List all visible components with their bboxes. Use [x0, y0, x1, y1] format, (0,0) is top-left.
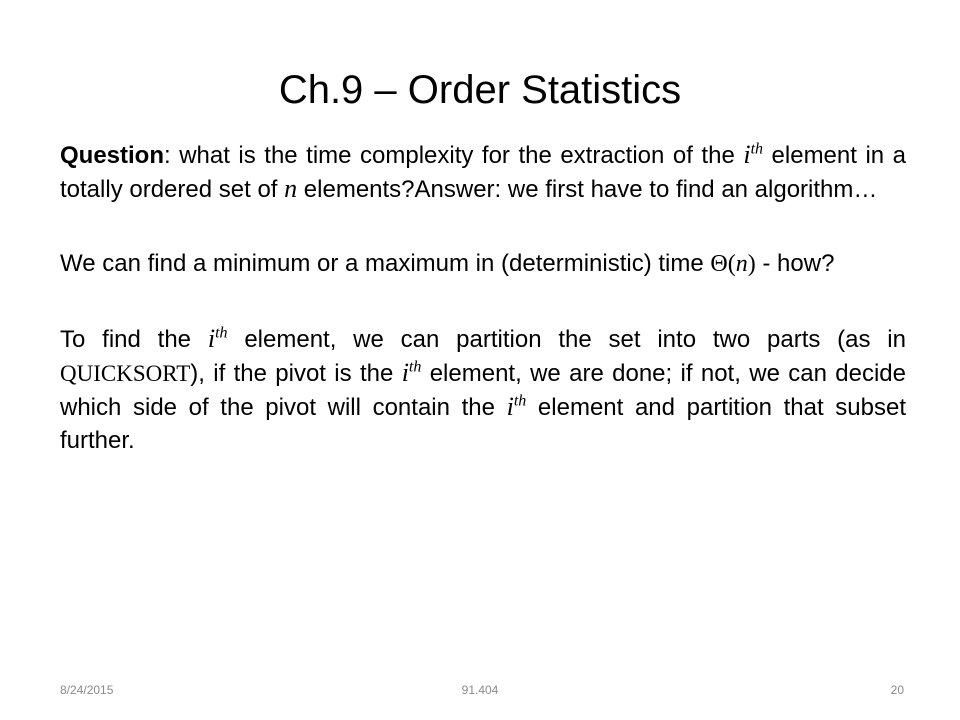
slide-body: [60, 138, 906, 457]
var-i: i: [401, 358, 409, 387]
minmax-paragraph: [60, 247, 906, 281]
ith-symbol: [507, 392, 527, 421]
ith-symbol: [208, 324, 228, 353]
text: - how?: [755, 250, 835, 277]
question-paragraph: [60, 138, 906, 206]
superscript-th: th: [408, 358, 422, 376]
footer-date: 8/24/2015: [60, 683, 114, 697]
var-n: n: [284, 174, 298, 203]
text: element and partition that subset further.: [60, 394, 907, 454]
slide-title: Ch.9 – Order Statistics: [278, 68, 682, 112]
text: ), if the pivot is the: [190, 360, 402, 387]
theta-n-expression: [710, 251, 755, 277]
partition-paragraph: [60, 322, 906, 457]
quicksort-name: QUICKSORT: [60, 361, 191, 386]
footer-course: 91.404: [461, 683, 499, 697]
var-i: i: [207, 324, 216, 353]
text: We can find a minimum or a maximum in (deterministic) time: [60, 250, 711, 277]
footer-page-number: 20: [890, 683, 904, 697]
superscript-th: th: [750, 140, 764, 158]
var-n: n: [735, 251, 748, 277]
theta-open: Θ(: [710, 251, 736, 277]
ith-symbol: [743, 140, 763, 169]
paren-close: ): [747, 251, 756, 277]
superscript-th: th: [513, 392, 527, 410]
ith-symbol: [402, 358, 422, 387]
var-i: i: [506, 392, 514, 421]
superscript-th: th: [215, 324, 228, 342]
text: To find the: [60, 326, 208, 353]
text: element, we can partition the set into two parts (as in: [227, 326, 906, 353]
text: element, we are done; if not, we can decide which side of the pivot will contain the: [60, 360, 907, 421]
text: elements?Answer: we first have to find an algorithm…: [297, 176, 878, 203]
var-i: i: [743, 140, 751, 169]
text: element in a totally ordered set of: [60, 142, 906, 203]
text: : what is the time complexity for the extraction of the: [164, 142, 744, 169]
question-label: Question: [60, 142, 165, 169]
